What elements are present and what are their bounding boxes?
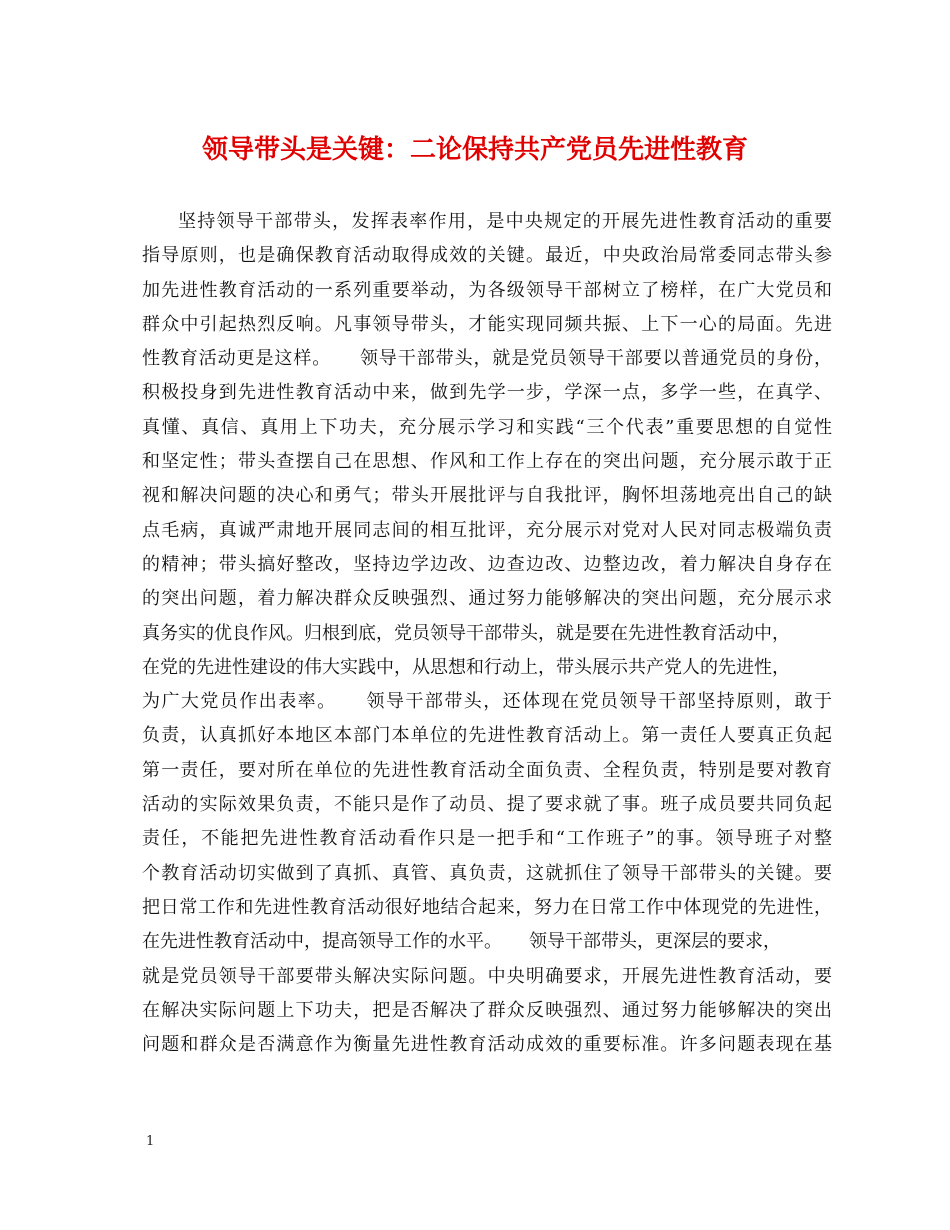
page-title: 领导带头是关键：二论保持共产党员先进性教育: [201, 135, 748, 165]
body-line: 在先进性教育活动中，提高领导工作的水平。 领导干部带头，更深层的要求，: [142, 931, 781, 953]
body-line: 视和解决问题的决心和勇气；带头开展批评与自我批评，胸怀坦荡地亮出自己的缺: [142, 485, 832, 507]
body-line: 加先进性教育活动的一系列重要举动，为各级领导干部树立了榜样，在广大党员和: [142, 279, 832, 301]
body-text: [142, 205, 832, 1062]
body-line: 真务实的优良作风。归根到底，党员领导干部带头，就是要在先进性教育活动中，: [142, 622, 790, 644]
body-line: 点毛病，真诚严肃地开展同志间的相互批评，充分展示对党对人民对同志极端负责: [142, 519, 832, 541]
body-line: 责任，不能把先进性教育活动看作只是一把手和“工作班子”的事。领导班子对整: [142, 828, 832, 850]
body-line: 就是党员领导干部要带头解决实际问题。中央明确要求，开展先进性教育活动，要: [142, 965, 832, 987]
body-line: 真懂、真信、真用上下功夫，充分展示学习和实践“三个代表”重要思想的自觉性: [142, 416, 832, 438]
body-line: 在解决实际问题上下功夫，把是否解决了群众反映强烈、通过努力能够解决的突出: [142, 999, 832, 1021]
body-line: 的突出问题，着力解决群众反映强烈、通过努力能够解决的突出问题，充分展示求: [142, 588, 832, 610]
body-line: 负责，认真抓好本地区本部门本单位的先进性教育活动上。第一责任人要真正负起: [142, 725, 832, 747]
body-line: 个教育活动切实做到了真抓、真管、真负责，这就抓住了领导干部带头的关键。要: [142, 862, 832, 884]
body-line: 在党的先进性建设的伟大实践中，从思想和行动上，带头展示共产党人的先进性，: [142, 656, 790, 678]
body-line: 坚持领导干部带头，发挥表率作用，是中央规定的开展先进性教育活动的重要: [178, 211, 832, 232]
body-line: 积极投身到先进性教育活动中来，做到先学一步，学深一点，多学一些，在真学、: [142, 382, 832, 404]
body-line: 群众中引起热烈反响。凡事领导带头，才能实现同频共振、上下一心的局面。先进: [142, 313, 832, 335]
body-line: 的精神；带头搞好整改，坚持边学边改、边查边改、边整边改，着力解决自身存在: [142, 553, 832, 575]
body-line: 指导原则，也是确保教育活动取得成效的关键。最近，中央政治局常委同志带头参: [142, 245, 832, 267]
body-line: 把日常工作和先进性教育活动很好地结合起来，努力在日常工作中体现党的先进性，: [142, 896, 832, 918]
body-line: 活动的实际效果负责，不能只是作了动员、提了要求就了事。班子成员要共同负起: [142, 794, 832, 816]
body-line: 为广大党员作出表率。 领导干部带头，还体现在党员领导干部坚持原则，敢于: [142, 691, 832, 713]
body-line: 第一责任，要对所在单位的先进性教育活动全面负责、全程负责，特别是要对教育: [142, 759, 832, 781]
body-line: 和坚定性；带头查摆自己在思想、作风和工作上存在的突出问题，充分展示敢于正: [142, 451, 832, 473]
body-line: 问题和群众是否满意作为衡量先进性教育活动成效的重要标准。许多问题表现在基: [142, 1034, 832, 1056]
page-number: 1: [146, 1134, 155, 1149]
body-line: 性教育活动更是这样。 领导干部带头，就是党员领导干部要以普通党员的身份，: [142, 348, 832, 370]
